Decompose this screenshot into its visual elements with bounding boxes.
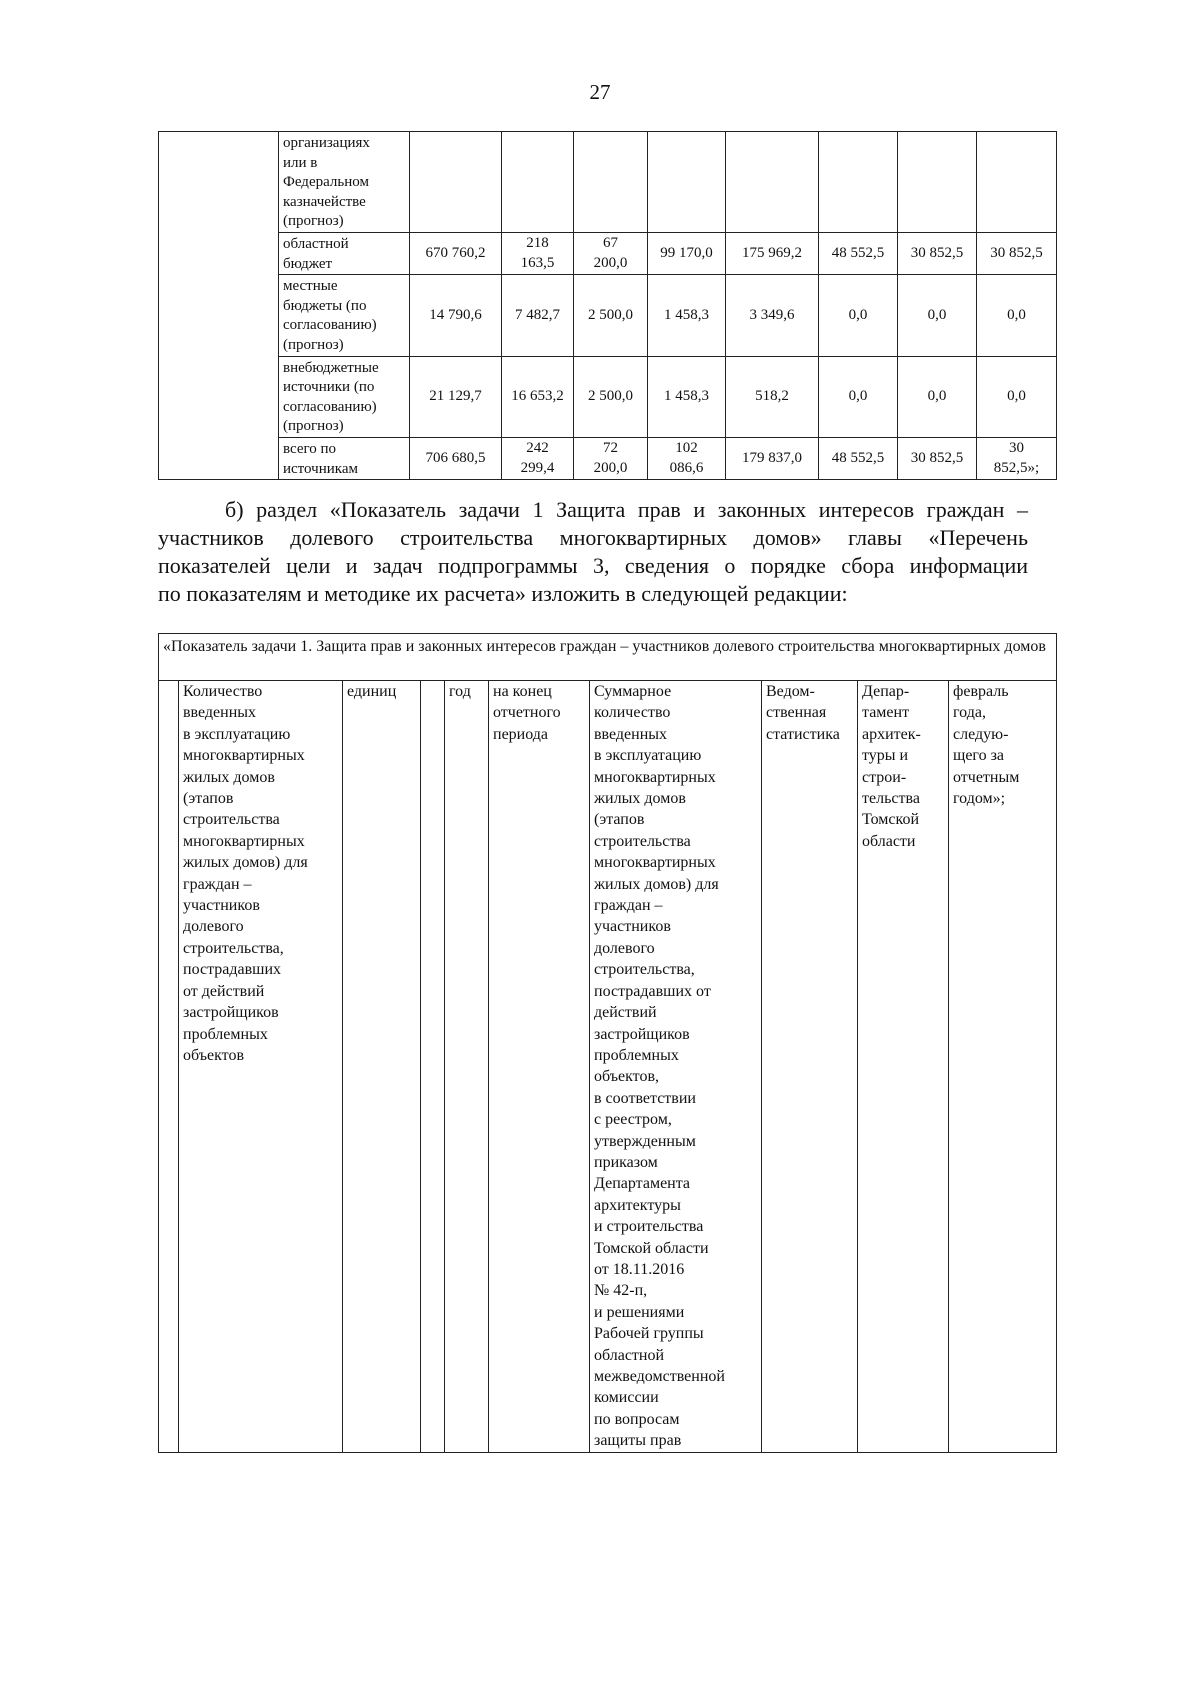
value-cell: 0,0 — [977, 275, 1057, 356]
indicator-name: Количество введенных в эксплуатацию многоквартирных жилых домов (этапов строительства многоквартирных жилых домов) для граждан – участников долевого строительства, пострадавших от действий застройщиков проблемных объектов — [179, 681, 343, 1453]
periodicity: год — [445, 681, 489, 1453]
value-cell: 30 852,5 — [977, 232, 1057, 274]
indicator-title: «Показатель задачи 1. Защита прав и законных интересов граждан – участников долевого строительства многоквартирных домов — [159, 634, 1057, 681]
amendment-paragraph — [158, 496, 1028, 608]
data-source: Ведом- ственная статистика — [762, 681, 858, 1453]
measurement-moment: на конец отчетного периода — [489, 681, 590, 1453]
value-cell: 2 500,0 — [574, 275, 648, 356]
value-cell: 218 163,5 — [502, 232, 574, 274]
value-cell: 48 552,5 — [819, 437, 898, 479]
value-cell: 670 760,2 — [410, 232, 502, 274]
value-cell: 30 852,5 — [898, 232, 977, 274]
value-cell: 48 552,5 — [819, 232, 898, 274]
table-row — [159, 437, 1057, 479]
value-cell: 14 790,6 — [410, 275, 502, 356]
value-cell — [574, 132, 648, 233]
value-cell: 21 129,7 — [410, 356, 502, 437]
row-label: всего по источникам — [279, 437, 410, 479]
value-cell: 16 653,2 — [502, 356, 574, 437]
indicator-row — [159, 681, 1057, 1453]
empty-cell — [159, 132, 279, 480]
value-cell: 1 458,3 — [648, 275, 726, 356]
value-cell: 518,2 — [726, 356, 819, 437]
value-cell — [819, 132, 898, 233]
value-cell: 0,0 — [977, 356, 1057, 437]
indicator-table — [158, 633, 1057, 1453]
empty-cell — [159, 681, 179, 1453]
deadline: февраль года, следую- щего за отчетным годом»; — [949, 681, 1057, 1453]
value-cell — [410, 132, 502, 233]
value-cell — [977, 132, 1057, 233]
value-cell: 0,0 — [898, 356, 977, 437]
value-cell: 72 200,0 — [574, 437, 648, 479]
value-cell: 30 852,5»; — [977, 437, 1057, 479]
value-cell: 7 482,7 — [502, 275, 574, 356]
paragraph-line: показателей цели и задач подпрограммы 3, сведения о порядке сбора информации — [158, 553, 1028, 578]
value-cell: 2 500,0 — [574, 356, 648, 437]
value-cell: 0,0 — [898, 275, 977, 356]
value-cell: 3 349,6 — [726, 275, 819, 356]
paragraph-line: по показателям и методике их расчета» изложить в следующей редакции: — [158, 581, 848, 606]
funding-table — [158, 131, 1057, 480]
value-cell: 67 200,0 — [574, 232, 648, 274]
table-row — [159, 232, 1057, 274]
table-row — [159, 275, 1057, 356]
value-cell: 102 086,6 — [648, 437, 726, 479]
value-cell: 179 837,0 — [726, 437, 819, 479]
table-row — [159, 356, 1057, 437]
value-cell: 1 458,3 — [648, 356, 726, 437]
value-cell — [502, 132, 574, 233]
value-cell: 242 299,4 — [502, 437, 574, 479]
paragraph-line: участников долевого строительства многоквартирных домов» главы «Перечень — [158, 525, 1028, 550]
row-label: организациях или в Федеральном казначействе (прогноз) — [279, 132, 410, 233]
value-cell: 706 680,5 — [410, 437, 502, 479]
value-cell — [726, 132, 819, 233]
row-label: внебюджетные источники (по согласованию) (прогноз) — [279, 356, 410, 437]
row-label: областной бюджет — [279, 232, 410, 274]
row-label: местные бюджеты (по согласованию) (прогноз) — [279, 275, 410, 356]
responsible: Депар- тамент архитек- туры и строи- тельства Томской области — [858, 681, 949, 1453]
value-cell — [898, 132, 977, 233]
value-cell — [648, 132, 726, 233]
paragraph-line: б) раздел «Показатель задачи 1 Защита прав и законных интересов граждан – — [225, 497, 1028, 522]
unit: единиц — [343, 681, 421, 1453]
empty-cell — [421, 681, 445, 1453]
calculation-method: Суммарное количество введенных в эксплуатацию многоквартирных жилых домов (этапов строительства многоквартирных жилых домов) для граждан – участников долевого строительства, пострадавших от действий застройщиков проблемных объектов, в соответствии с реестром, утвержденным приказом Департамента архитектуры и строительства Томской области от 18.11.2016 № 42-п, и решениями Рабочей группы областной межведомственной комиссии по вопросам защиты прав — [590, 681, 762, 1453]
value-cell: 175 969,2 — [726, 232, 819, 274]
table-row — [159, 132, 1057, 233]
value-cell: 0,0 — [819, 275, 898, 356]
value-cell: 30 852,5 — [898, 437, 977, 479]
page-number: 27 — [589, 80, 611, 104]
value-cell: 99 170,0 — [648, 232, 726, 274]
value-cell: 0,0 — [819, 356, 898, 437]
